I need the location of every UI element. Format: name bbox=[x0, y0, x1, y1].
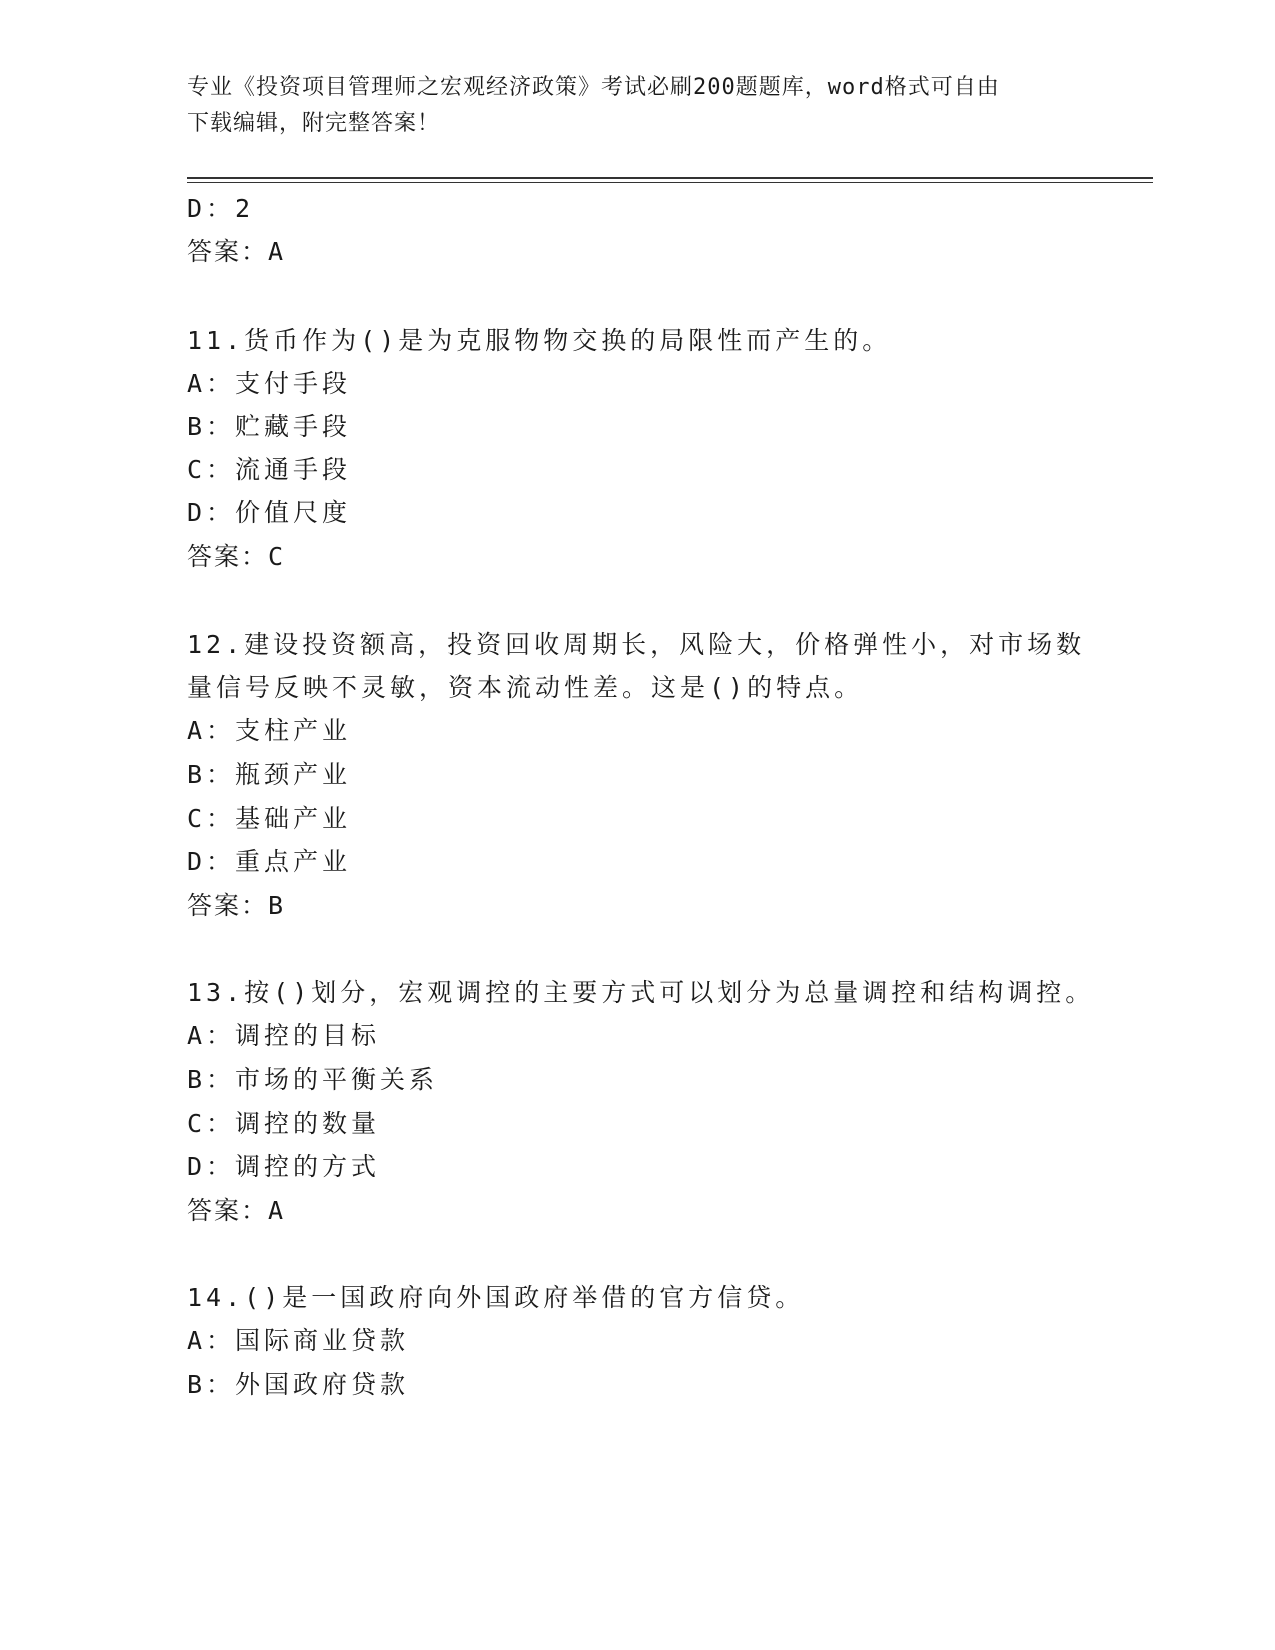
answer-label: 答案：A bbox=[187, 1196, 286, 1225]
question-stem-12-line1: 12.建设投资额高，投资回收周期长，风险大，价格弹性小，对市场数 bbox=[187, 630, 1086, 659]
header-line-2: 下载编辑，附完整答案！ bbox=[187, 111, 441, 136]
header-divider-thin bbox=[187, 182, 1153, 183]
question-stem-12-line2: 量信号反映不灵敏，资本流动性差。这是()的特点。 bbox=[187, 673, 864, 702]
option-a: A：调控的目标 bbox=[187, 1021, 381, 1050]
question-stem-11: 11.货币作为()是为克服物物交换的局限性而产生的。 bbox=[187, 326, 892, 355]
answer-label: 答案：C bbox=[187, 542, 286, 571]
option-b: B：外国政府贷款 bbox=[187, 1370, 410, 1399]
option-a: A：支付手段 bbox=[187, 369, 352, 398]
question-stem-14: 14.()是一国政府向外国政府举借的官方信贷。 bbox=[187, 1283, 805, 1312]
header-line-1: 专业《投资项目管理师之宏观经济政策》考试必刷200题题库，word格式可自由 bbox=[187, 75, 1000, 100]
option-d: D：2 bbox=[187, 194, 255, 223]
option-d: D：重点产业 bbox=[187, 847, 352, 876]
header-divider bbox=[187, 177, 1153, 179]
option-a: A：国际商业贷款 bbox=[187, 1326, 410, 1355]
option-c: C：基础产业 bbox=[187, 804, 352, 833]
option-c: C：调控的数量 bbox=[187, 1109, 381, 1138]
option-c: C：流通手段 bbox=[187, 455, 352, 484]
option-b: B：贮藏手段 bbox=[187, 412, 352, 441]
option-d: D：调控的方式 bbox=[187, 1152, 381, 1181]
answer-label: 答案：A bbox=[187, 237, 286, 266]
option-d: D：价值尺度 bbox=[187, 498, 352, 527]
answer-label: 答案：B bbox=[187, 891, 286, 920]
option-a: A：支柱产业 bbox=[187, 716, 352, 745]
option-b: B：市场的平衡关系 bbox=[187, 1065, 439, 1094]
option-b: B：瓶颈产业 bbox=[187, 760, 352, 789]
document-header bbox=[187, 70, 1067, 142]
question-stem-13: 13.按()划分，宏观调控的主要方式可以划分为总量调控和结构调控。 bbox=[187, 978, 1095, 1007]
